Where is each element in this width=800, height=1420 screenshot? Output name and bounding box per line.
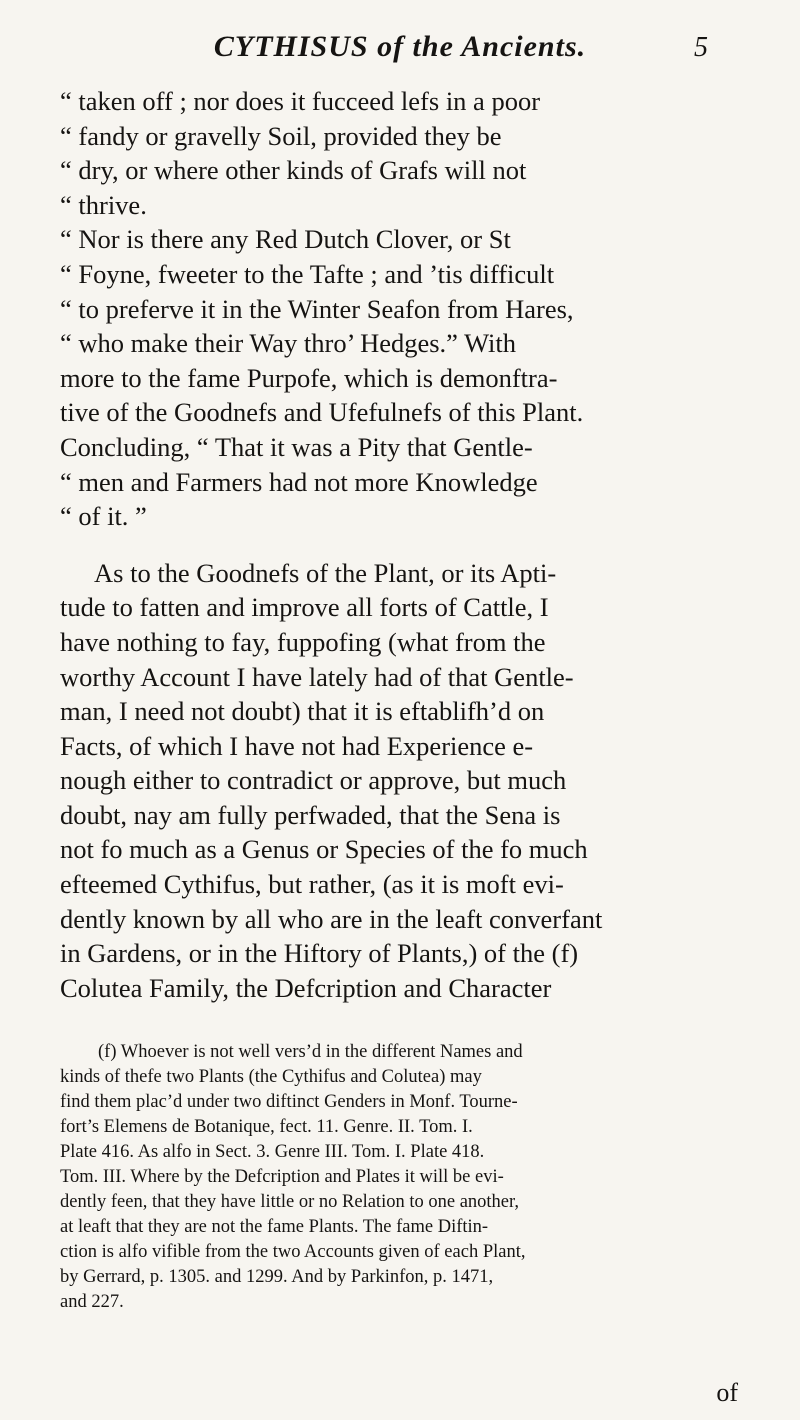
page-number: 5 bbox=[694, 32, 708, 63]
text-line: more to the fame Purpofe, which is demonftra- bbox=[60, 362, 558, 393]
page-header bbox=[0, 30, 800, 70]
footnote bbox=[60, 1040, 750, 1315]
footnote-line: and 227. bbox=[60, 1292, 124, 1312]
text-line: “ taken off ; nor does it fucceed lefs in a poor bbox=[60, 86, 541, 116]
text-line: “ of it. ” bbox=[60, 501, 147, 532]
footnote-line: by Gerrard, p. 1305. and 1299. And by Parkinfon, p. 1471, bbox=[60, 1267, 494, 1287]
text-line: “ dry, or where other kinds of Grafs will not bbox=[60, 155, 527, 186]
footnote-line: (f) Whoever is not well vers’d in the different Names and bbox=[98, 1042, 523, 1062]
text-line: dently known by all who are in the leaft converfant bbox=[60, 903, 603, 934]
text-line: nough either to contradict or approve, but much bbox=[60, 765, 567, 796]
text-line: tive of the Goodnefs and Ufefulnefs of this Plant. bbox=[60, 397, 584, 428]
catchword: of bbox=[716, 1378, 738, 1407]
footnote-line: at leaft that they are not the fame Plants. The fame Diftin- bbox=[60, 1217, 489, 1237]
text-line: in Gardens, or in the Hiftory of Plants,) of the (f) bbox=[60, 938, 579, 969]
footnote-line: Tom. III. Where by the Defcription and Plates it will be evi- bbox=[60, 1167, 504, 1187]
text-line: Colutea Family, the Defcription and Character bbox=[60, 972, 552, 1003]
text-line: As to the Goodnefs of the Plant, or its Apti- bbox=[94, 557, 557, 588]
footnote-line: ction is alfo vifible from the two Accounts given of each Plant, bbox=[60, 1242, 526, 1262]
text-line: worthy Account I have lately had of that Gentle- bbox=[60, 661, 574, 692]
text-line: Concluding, “ That it was a Pity that Gentle- bbox=[60, 431, 533, 462]
running-head: CYTHISUS of the Ancients. bbox=[213, 30, 587, 63]
text-line: “ to preferve it in the Winter Seafon from Hares, bbox=[60, 293, 574, 324]
text-line: “ thrive. bbox=[60, 189, 147, 220]
text-line: Facts, of which I have not had Experience e- bbox=[60, 730, 534, 761]
text-line: doubt, nay am fully perfwaded, that the Sena is bbox=[60, 799, 561, 830]
paragraph-gap bbox=[60, 534, 750, 556]
footnote-line: fort’s Elemens de Botanique, fect. 11. Genre. II. Tom. I. bbox=[60, 1117, 473, 1137]
text-line: man, I need not doubt) that it is eftablifh’d on bbox=[60, 696, 545, 727]
text-line: “ fandy or gravelly Soil, provided they be bbox=[60, 120, 502, 151]
text-line: “ Foyne, fweeter to the Tafte ; and ’tis difficult bbox=[60, 258, 555, 289]
text-line: efteemed Cythifus, but rather, (as it is moft evi- bbox=[60, 869, 564, 900]
footnote-line: Plate 416. As alfo in Sect. 3. Genre III. Tom. I. Plate 418. bbox=[60, 1142, 485, 1162]
text-line: “ Nor is there any Red Dutch Clover, or St bbox=[60, 224, 511, 255]
text-line: not fo much as a Genus or Species of the fo much bbox=[60, 834, 588, 865]
text-line: “ who make their Way thro’ Hedges.” With bbox=[60, 328, 516, 359]
text-line: tude to fatten and improve all forts of Cattle, I bbox=[60, 592, 549, 623]
text-line: “ men and Farmers had not more Knowledge bbox=[60, 466, 538, 497]
footnote-line: kinds of thefe two Plants (the Cythifus and Colutea) may bbox=[60, 1067, 482, 1087]
footnote-line: dently feen, that they have little or no Relation to one another, bbox=[60, 1192, 520, 1212]
footnote-line: find them plac’d under two diftinct Genders in Monf. Tourne- bbox=[60, 1092, 518, 1112]
text-line: have nothing to fay, fuppofing (what from the bbox=[60, 626, 546, 657]
body-text bbox=[60, 84, 750, 1005]
